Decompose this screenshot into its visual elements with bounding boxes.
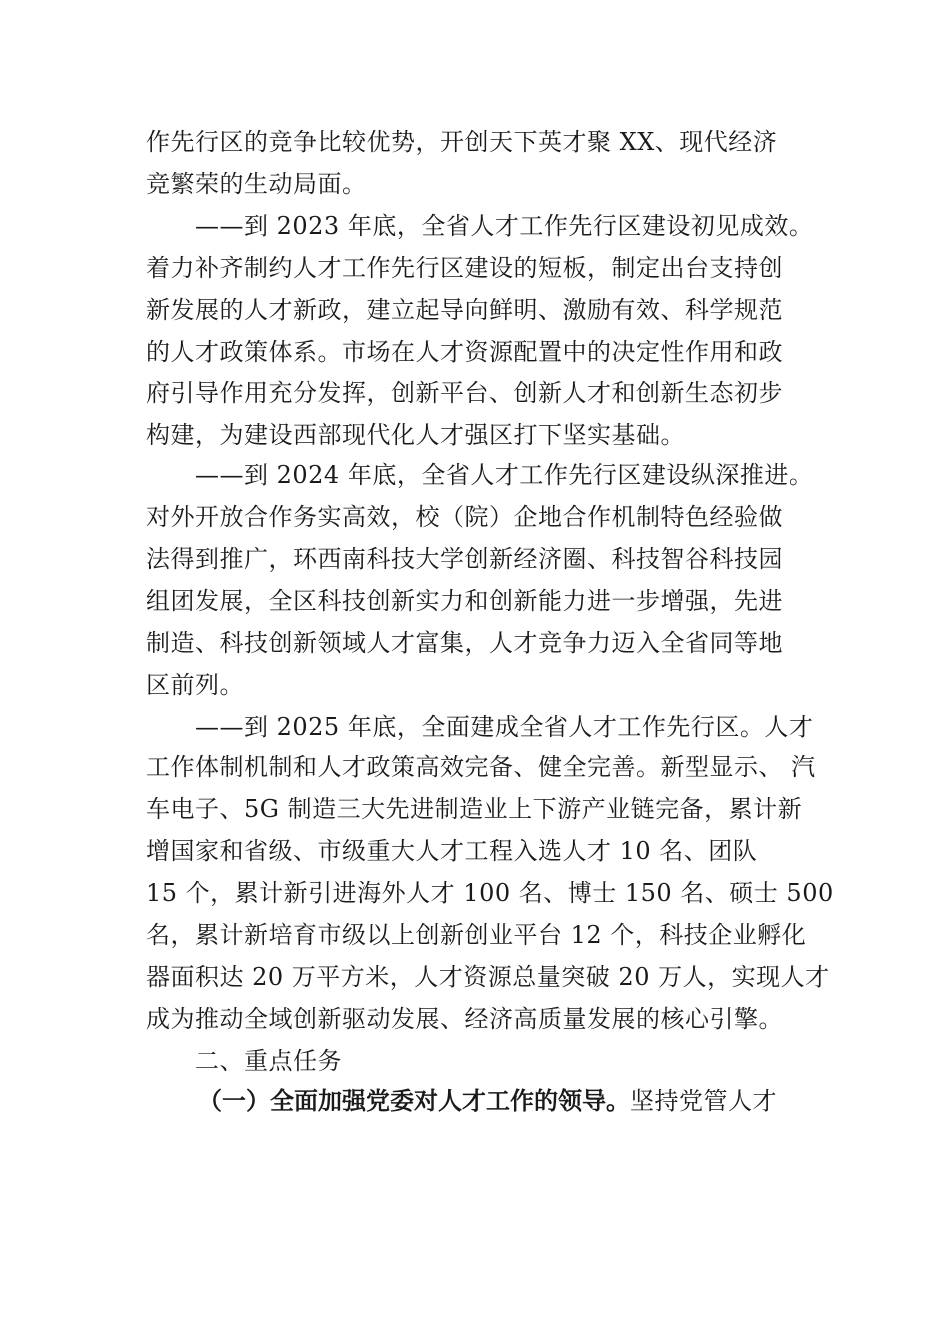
- text-line: 器面积达 20 万平方米，人才资源总量突破 20 万人，实现人才: [146, 963, 830, 991]
- text-line: 组团发展，全区科技创新实力和创新能力进一步增强，先进: [146, 587, 783, 615]
- subsection-line: [198, 1086, 777, 1116]
- text-line: 成为推动全域创新驱动发展、经济高质量发展的核心引擎。: [146, 1005, 783, 1033]
- text-line: 工作体制机制和人才政策高效完备、健全完善。新型显示、 汽: [146, 753, 816, 781]
- section-heading: 二、重点任务: [195, 1047, 342, 1075]
- text-line: 制造、科技创新领域人才富集，人才竞争力迈入全省同等地: [146, 629, 783, 657]
- text-line: 着力补齐制约人才工作先行区建设的短板，制定出台支持创: [146, 254, 783, 282]
- text-line: ——到 2024 年底，全省人才工作先行区建设纵深推进。: [195, 461, 814, 489]
- text-line: ——到 2023 年底，全省人才工作先行区建设初见成效。: [195, 212, 814, 240]
- text-line: 增国家和省级、市级重大人才工程入选人才 10 名、团队: [146, 837, 758, 865]
- subsection-text: 坚持党管人才: [630, 1087, 777, 1115]
- text-line: 法得到推广，环西南科技大学创新经济圈、科技智谷科技园: [146, 545, 783, 573]
- text-line: 新发展的人才新政，建立起导向鲜明、激励有效、科学规范: [146, 296, 783, 324]
- text-line: 构建，为建设西部现代化人才强区打下坚实基础。: [146, 421, 685, 449]
- text-line: 区前列。: [146, 671, 244, 699]
- text-line: 15 个，累计新引进海外人才 100 名、博士 150 名、硕士 500: [146, 879, 834, 907]
- subsection-heading: （一）全面加强党委对人才工作的领导。: [198, 1087, 630, 1115]
- text-line: ——到 2025 年底，全面建成全省人才工作先行区。人才: [195, 713, 814, 741]
- text-line: 名，累计新培育市级以上创新创业平台 12 个，科技企业孵化: [146, 921, 807, 949]
- text-line: 府引导作用充分发挥，创新平台、创新人才和创新生态初步: [146, 379, 783, 407]
- text-line: 车电子、5G 制造三大先进制造业上下游产业链完备，累计新: [146, 795, 803, 823]
- text-line: 作先行区的竞争比较优势，开创天下英才聚 XX、现代经济: [146, 128, 778, 156]
- text-line: 对外开放合作务实高效，校（院）企地合作机制特色经验做: [146, 503, 783, 531]
- text-line: 竞繁荣的生动局面。: [146, 170, 367, 198]
- text-line: 的人才政策体系。市场在人才资源配置中的决定性作用和政: [146, 338, 783, 366]
